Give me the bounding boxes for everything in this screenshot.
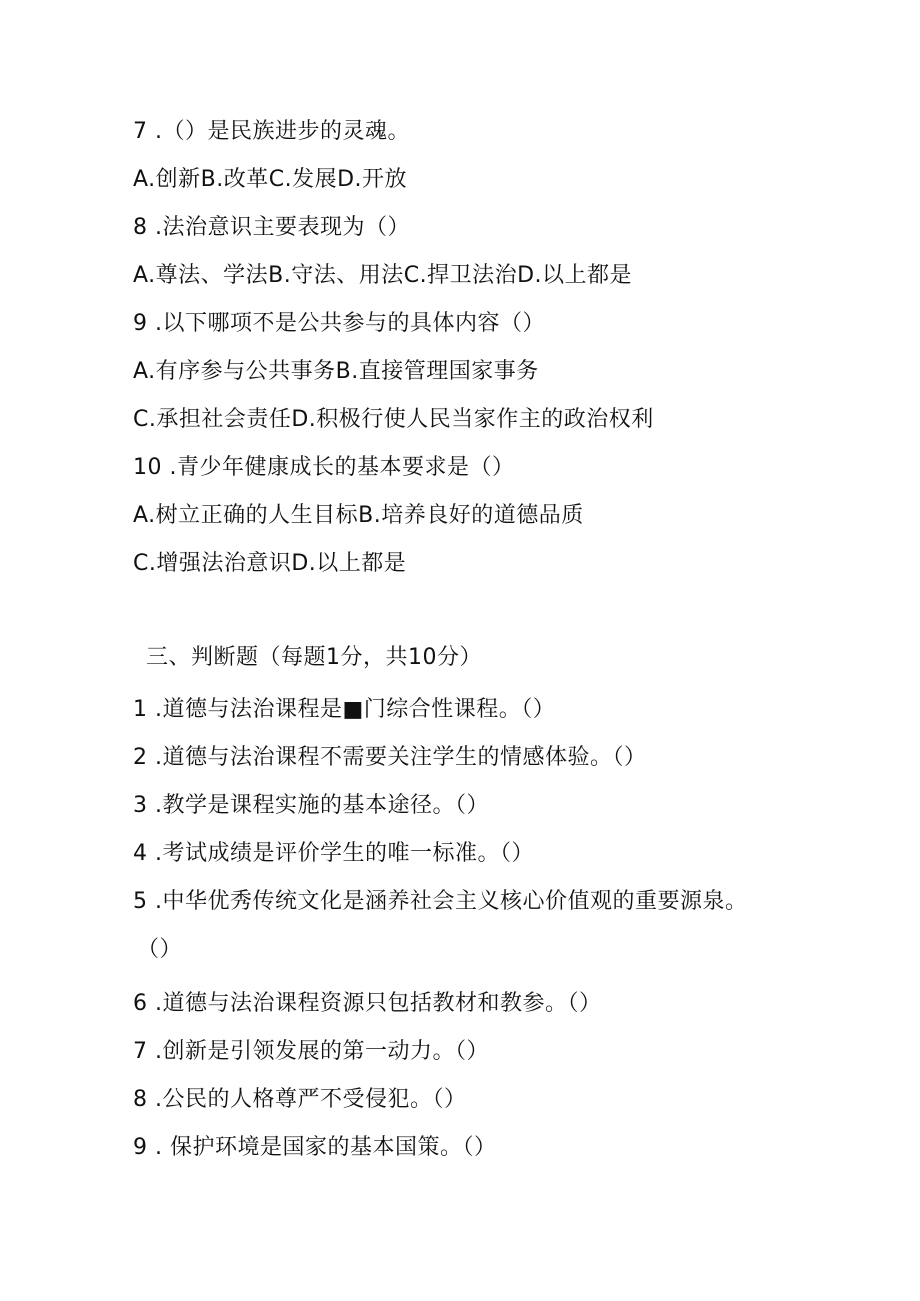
question-7-stem: 7 .（）是民族进步的灵魂。 [133, 119, 410, 144]
judgement-item-2: 2 .道德与法治课程不需要关注学生的情感体验。（） [133, 745, 647, 770]
question-9-options-line2: C.承担社会责任D.积极行使人民当家作主的政治权利 [133, 407, 654, 432]
judgement-item-9: 9 . 保护环境是国家的基本国策。（） [133, 1135, 497, 1160]
question-10-options-line2: C.增强法治意识D.以上都是 [133, 551, 407, 576]
judgement-item-4: 4 .考试成绩是评价学生的唯一标准。（） [133, 841, 534, 866]
section-3-title: 三、判断题（每题1分，共10分） [146, 645, 482, 670]
judgement-item-1: 1 .道德与法治课程是■门综合性课程。（） [133, 697, 556, 722]
question-10-options-line1: A.树立正确的人生目标B.培养良好的道德品质 [133, 503, 584, 528]
question-7-options: A.创新B.改革C.发展D.开放 [133, 167, 408, 192]
judgement-item-5: 5 .中华优秀传统文化是涵养社会主义核心价值观的重要源泉。 [133, 889, 748, 914]
judgement-item-6: 6 .道德与法治课程资源只包括教材和教参。（） [133, 991, 602, 1016]
judgement-item-8: 8 .公民的人格尊严不受侵犯。（） [133, 1087, 467, 1112]
question-9-stem: 9 .以下哪项不是公共参与的具体内容（） [133, 311, 545, 336]
question-10-stem: 10 .青少年健康成长的基本要求是（） [133, 455, 515, 480]
question-8-options: A.尊法、学法B.守法、用法C.捍卫法治D.以上都是 [133, 263, 633, 288]
judgement-item-7: 7 .创新是引领发展的第一动力。（） [133, 1039, 489, 1064]
judgement-item-3: 3 .教学是课程实施的基本途径。（） [133, 793, 489, 818]
judgement-item-5-paren: （） [137, 937, 183, 962]
question-8-stem: 8 .法治意识主要表现为（） [133, 215, 410, 240]
question-9-options-line1: A.有序参与公共事务B.直接管理国家事务 [133, 359, 539, 384]
